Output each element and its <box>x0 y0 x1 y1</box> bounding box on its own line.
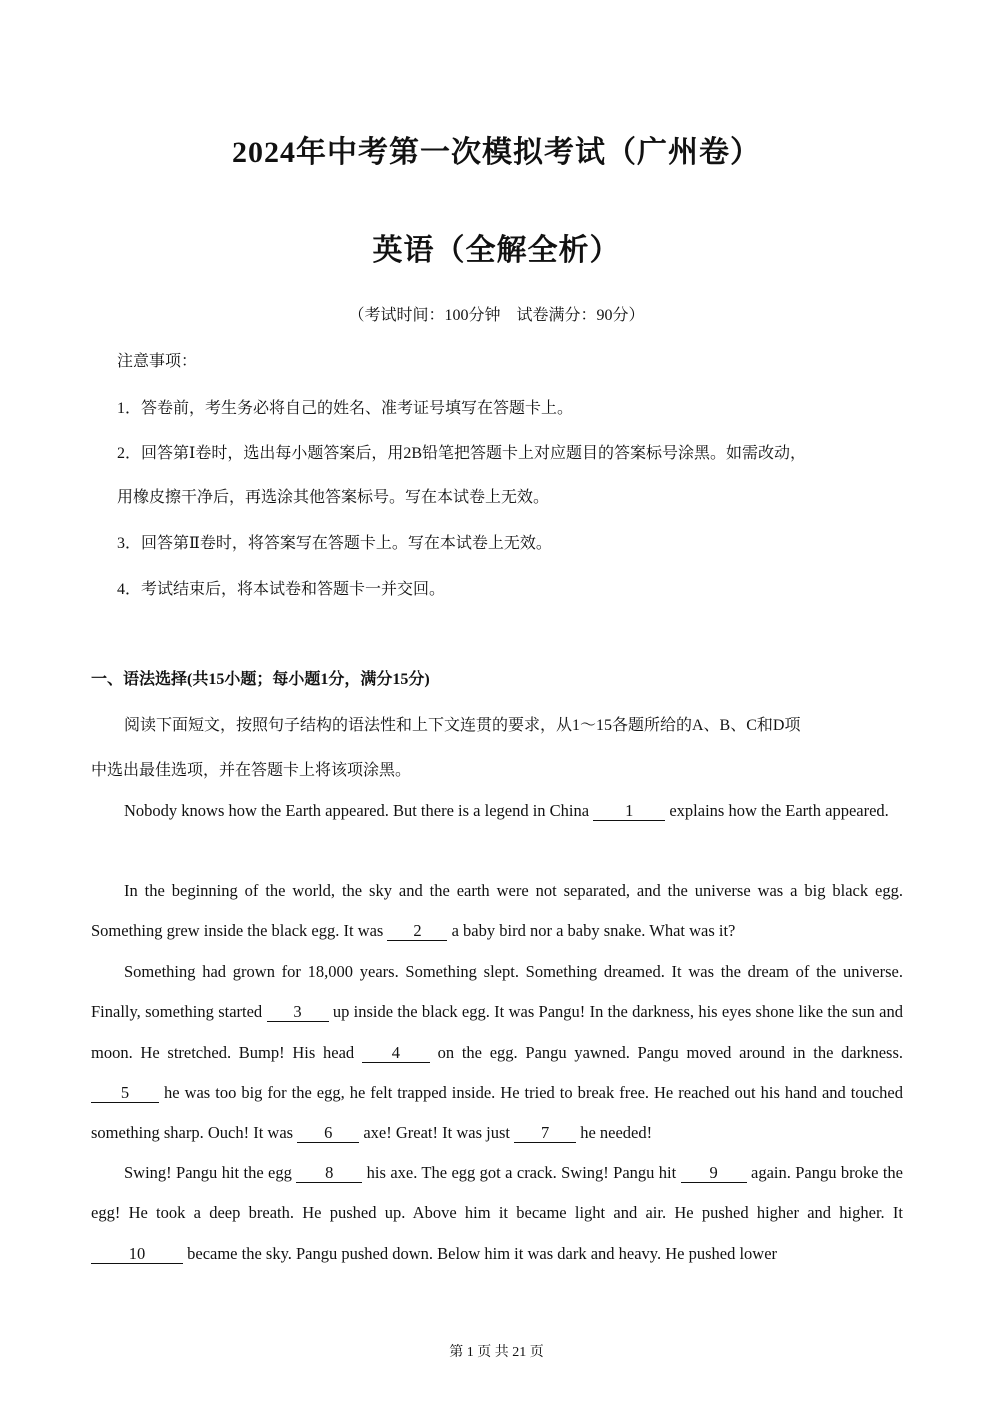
answer-blank-9: 9 <box>681 1164 747 1183</box>
page-footer: 第 1 页 共 21 页 <box>449 1345 544 1360</box>
notice-item-2-continued: 用橡皮擦干净后，再选涂其他答案标号。写在本试卷上无效。 <box>117 489 550 506</box>
passage-text: his axe. The egg got a crack. Swing! Pangu hit <box>362 1163 681 1182</box>
passage-text: a baby bird nor a baby snake. What was it? <box>447 921 736 941</box>
passage-text: axe! Great! It was just <box>359 1123 515 1143</box>
passage-text: Something had grown for 18,000 years. Something slept. Something dreamed. It was the dream of the universe. Finally, something started <box>91 962 903 1022</box>
answer-blank-7: 7 <box>514 1124 576 1143</box>
passage-text: on the egg. Pangu yawned. Pangu moved around in the darkness. <box>429 1042 903 1062</box>
exam-title: 2024年中考第一次模拟考试（广州卷） <box>232 136 761 169</box>
notice-item-2: 2．回答第Ⅰ卷时，选出每小题答案后，用2B铅笔把答题卡上对应题目的答案标号涂黑。如需改动， <box>117 445 806 462</box>
exam-info: （考试时间：100分钟 试卷满分：90分） <box>348 307 645 324</box>
answer-blank-1: 1 <box>593 802 665 821</box>
answer-blank-10: 10 <box>91 1245 183 1264</box>
answer-blank-4: 4 <box>362 1044 430 1063</box>
passage-text: Swing! Pangu hit the egg <box>124 1163 297 1182</box>
passage-text: again. Pangu broke the egg! He took a deep breath. He pushed up. Above him it became light and air. He pushed higher and higher. It <box>91 1163 903 1223</box>
passage-text: up inside the black egg. It was Pangu! In the darkness, his eyes shone like the sun and moon. He stretched. Bump! His head <box>91 1002 903 1062</box>
passage-text: In the beginning of the world, the sky and the earth were not separated, and the universe was a big black egg. Something grew inside the black egg. It was <box>91 881 903 941</box>
answer-blank-8: 8 <box>296 1164 362 1183</box>
answer-blank-2: 2 <box>387 922 447 941</box>
exam-subtitle: 英语（全解全析） <box>372 234 621 267</box>
answer-blank-6: 6 <box>297 1124 359 1143</box>
passage-paragraph-2 <box>91 871 903 952</box>
section-instruction-line-1: 阅读下面短文，按照句子结构的语法性和上下文连贯的要求，从1～15各题所给的A、B、C和D项 <box>124 717 801 734</box>
answer-blank-5: 5 <box>91 1084 159 1103</box>
notice-item-1: 1．答卷前，考生务必将自己的姓名、准考证号填写在答题卡上。 <box>117 400 574 417</box>
passage-text: explains how the Earth appeared. <box>665 801 889 820</box>
notice-heading: 注意事项： <box>117 353 198 370</box>
notice-item-3: 3．回答第Ⅱ卷时，将答案写在答题卡上。写在本试卷上无效。 <box>117 535 552 552</box>
passage-paragraph-1 <box>91 791 903 831</box>
passage-paragraph-3 <box>91 952 903 1153</box>
notice-item-4: 4．考试结束后，将本试卷和答题卡一并交回。 <box>117 581 446 598</box>
passage-text: became the sky. Pangu pushed down. Below him it was dark and heavy. He pushed lower <box>183 1243 778 1263</box>
section-heading: 一、语法选择(共15小题；每小题1分，满分15分) <box>91 671 430 688</box>
passage-text: he needed! <box>576 1123 653 1143</box>
passage-paragraph-4 <box>91 1153 903 1274</box>
section-instruction-line-2: 中选出最佳选项，并在答题卡上将该项涂黑。 <box>91 762 412 779</box>
answer-blank-3: 3 <box>267 1003 329 1022</box>
passage-text: he was too big for the egg, he felt trapped inside. He tried to break free. He reached out his hand and touched something sharp. Ouch! It was <box>91 1082 903 1143</box>
passage-text: Nobody knows how the Earth appeared. But there is a legend in China <box>124 801 594 820</box>
